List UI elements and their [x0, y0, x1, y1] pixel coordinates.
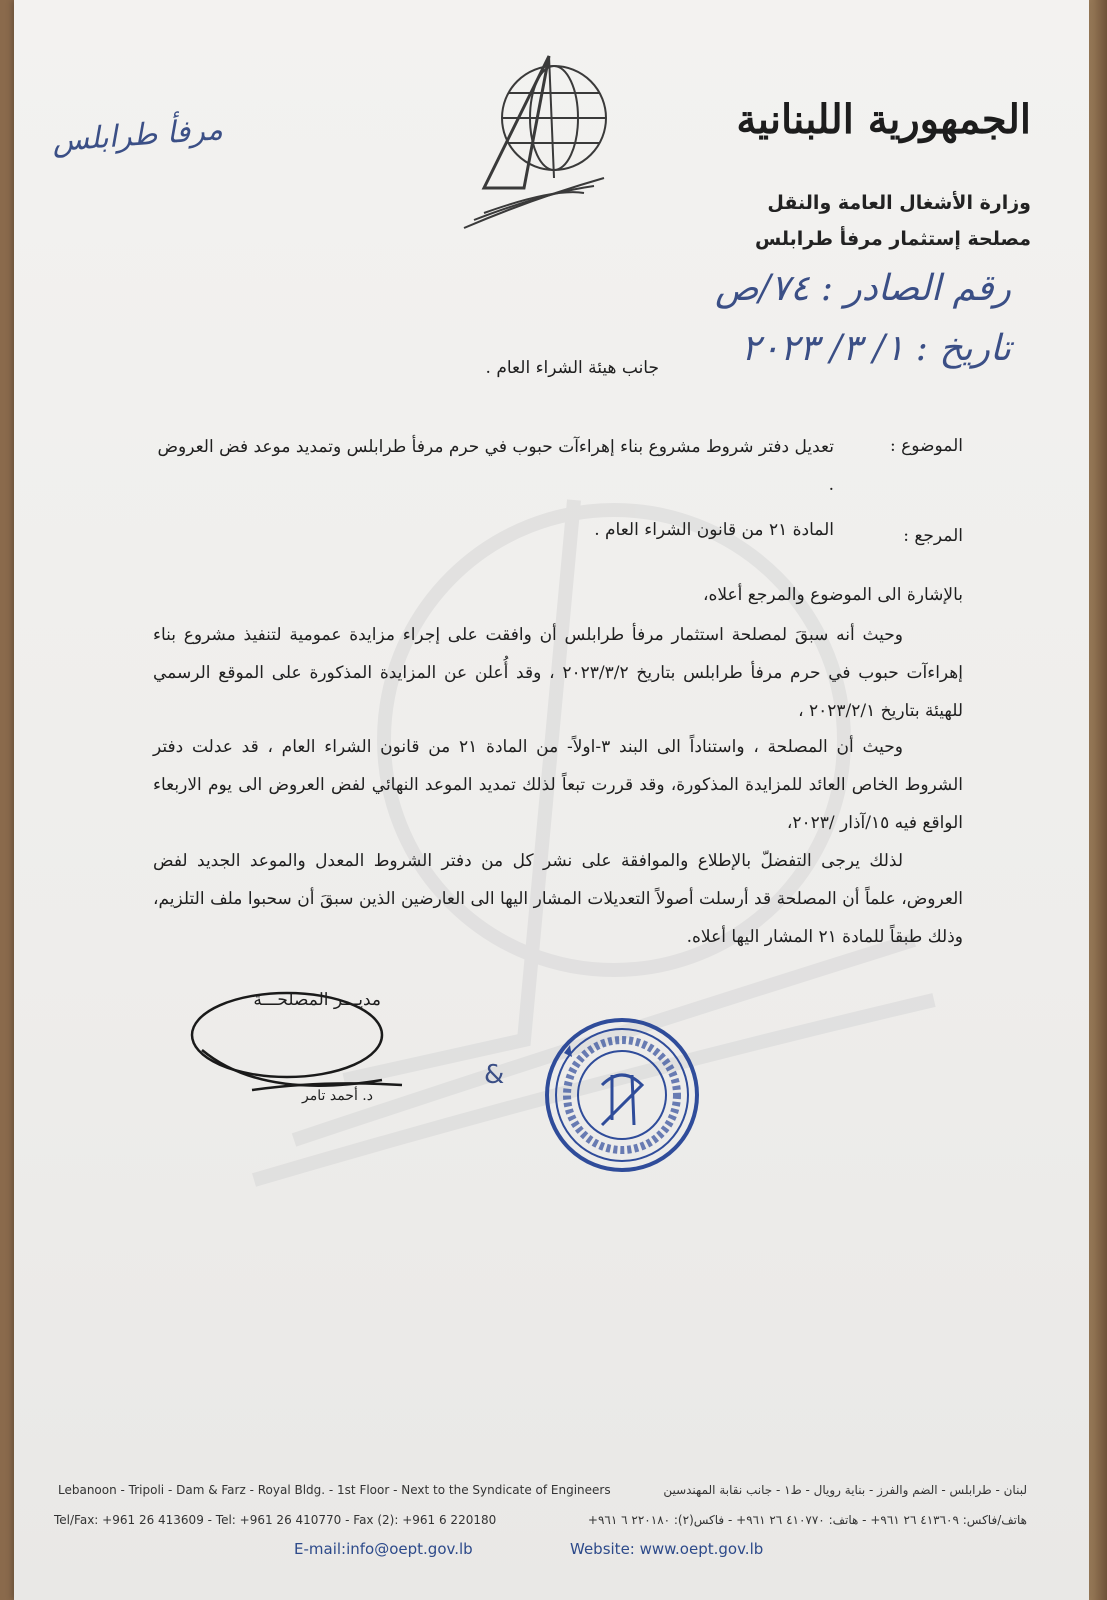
handwritten-note: مرفأ طرابلس	[50, 112, 224, 159]
republic-title: الجمهورية اللبنانية	[736, 96, 1031, 143]
reference-text: المادة ٢١ من قانون الشراء العام .	[594, 520, 834, 540]
authority-name: مصلحة إستثمار مرفأ طرابلس	[755, 228, 1031, 250]
footer-address-ar: لبنان - طرابلس - الضم والفرز - بناية رويال - ط١ - جانب نقابة المهندسين	[663, 1483, 1027, 1497]
paragraph-3: لذلك يرجى التفضلّ بالإطلاع والموافقة على نشر كل من دفتر الشروط المعدل والموعد الجديد لفض العروض، علماً أن المصلحة قد أرسلت أصولاً التعديلات المشار اليها الى العارضين الذين سبقَ أن سحبوا ملف التلزيم، وذلك طبقاً للمادة ٢١ المشار اليها أعلاه.	[153, 851, 963, 947]
footer-email-link[interactable]: E-mail:info@oept.gov.lb	[294, 1540, 473, 1558]
subject-label: الموضوع :	[889, 436, 963, 456]
official-seal-stamp	[542, 1015, 702, 1175]
signature-name: د. أحمد تامر	[302, 1088, 373, 1104]
authority-logo	[454, 48, 624, 238]
desk-background	[1087, 0, 1107, 1600]
paragraph-1: وحيث أنه سبقَ لمصلحة استثمار مرفأ طرابلس أن وافقت على إجراء مزايدة عمومية لتنفيذ مشروع بناء إهراءآت حبوب في حرم مرفأ طرابلس بتاريخ ٢٠٢٣/٣/٢ ، وقد أُعلن عن المزايدة المذكورة على الموقع الرسمي للهيئة بتاريخ ٢٠٢٣/٢/١ ،	[153, 625, 963, 721]
signature-title: مديـــر المصلحـــة	[253, 990, 381, 1010]
handwritten-ref-number: رقم الصادر : ٧٤/ص	[715, 268, 1011, 309]
subject-text: تعديل دفتر شروط مشروع بناء إهراءآت حبوب في حرم مرفأ طرابلس وتمديد موعد فض العروض .	[157, 437, 834, 495]
handwritten-signature	[182, 990, 432, 1130]
handwritten-date: تاريخ : ١/ ٣/ ٢٠٢٣	[741, 328, 1011, 369]
footer-phones-en: Tel/Fax: +961 26 413609 - Tel: +961 26 410770 - Fax (2): +961 6 220180	[54, 1513, 497, 1527]
paragraph-2: وحيث أن المصلحة ، واستناداً الى البند ٣-اولاً- من المادة ٢١ من قانون الشراء العام ، قد عدلت دفتر الشروط الخاص العائد للمزايدة المذكورة، وقد قررت تبعاً لذلك تمديد الموعد النهائي لفض العروض الى يوم الاربعاء الواقع فيه ١٥/آذار /٢٠٢٣،	[153, 737, 963, 833]
ink-initial: &	[484, 1060, 505, 1090]
addressee: جانب هيئة الشراء العام .	[485, 358, 659, 378]
footer-website-link[interactable]: Website: www.oept.gov.lb	[570, 1540, 764, 1558]
reference-label: المرجع :	[903, 526, 963, 546]
paragraph-intro: بالإشارة الى الموضوع والمرجع أعلاه،	[703, 585, 963, 605]
footer-phones-ar: هاتف/فاكس: ٤١٣٦٠٩ ٢٦ ٩٦١+ - هاتف: ٤١٠٧٧٠ ٢٦ ٩٦١+ - فاكس(٢): ٢٢٠١٨٠ ٦ ٩٦١+	[587, 1513, 1027, 1527]
ministry-name: وزارة الأشغال العامة والنقل	[767, 192, 1031, 214]
footer-address-en: Lebanoon - Tripoli - Dam & Farz - Royal Bldg. - 1st Floor - Next to the Syndicate of Engineers	[58, 1483, 611, 1497]
letter-page	[14, 0, 1089, 1600]
